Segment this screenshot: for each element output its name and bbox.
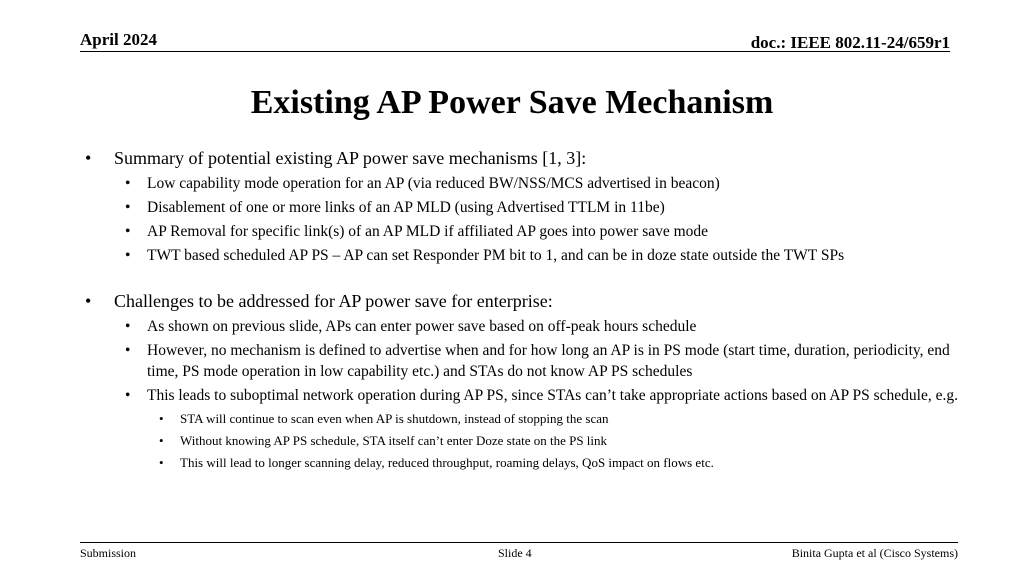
header-divider xyxy=(80,51,950,52)
sub-bullet: • Disablement of one or more links of an AP MLD (using Advertised TTLM in 11be) xyxy=(80,197,960,218)
slide-title: Existing AP Power Save Mechanism xyxy=(250,84,774,121)
sub-bullet: • TWT based scheduled AP PS – AP can set Responder PM bit to 1, and can be in doze state outside the TWT SPs xyxy=(80,245,960,266)
sub-bullet: • However, no mechanism is defined to advertise when and for how long an AP is in PS mode (start time, duration, periodicity, end time, PS mode operation in low capability etc.) and STAs do not know AP PS schedules xyxy=(80,340,960,382)
sub-sub-bullet: • This will lead to longer scanning delay, reduced throughput, roaming delays, QoS impact on flows etc. xyxy=(80,454,960,472)
footer-submission: Submission xyxy=(80,546,137,560)
header-date: April 2024 xyxy=(80,30,157,49)
sub-bullet: • As shown on previous slide, APs can enter power save based on off-peak hours schedule xyxy=(80,316,960,337)
section-gap xyxy=(80,266,960,289)
sub-sub-bullet: • STA will continue to scan even when AP is shutdown, instead of stopping the scan xyxy=(80,410,960,428)
footer-slide-number: Slide 4 xyxy=(498,546,532,560)
footer-divider xyxy=(80,542,958,543)
sub-sub-bullet: • Without knowing AP PS schedule, STA itself can’t enter Doze state on the PS link xyxy=(80,432,960,450)
sub-bullet: • This leads to suboptimal network operation during AP PS, since STAs can’t take appropriate actions based on AP PS schedule, e.g. xyxy=(80,385,960,406)
footer-author: Binita Gupta et al (Cisco Systems) xyxy=(791,546,958,560)
sub-bullet: • Low capability mode operation for an AP (via reduced BW/NSS/MCS advertised in beacon) xyxy=(80,173,960,194)
slide-body xyxy=(80,146,960,472)
header-doc-id: doc.: IEEE 802.11-24/659r1 xyxy=(750,33,950,52)
bullet-challenges: • Challenges to be addressed for AP power save for enterprise: xyxy=(80,289,960,313)
sub-bullet: • AP Removal for specific link(s) of an AP MLD if affiliated AP goes into power save mode xyxy=(80,221,960,242)
bullet-summary: • Summary of potential existing AP power save mechanisms [1, 3]: xyxy=(80,146,960,170)
